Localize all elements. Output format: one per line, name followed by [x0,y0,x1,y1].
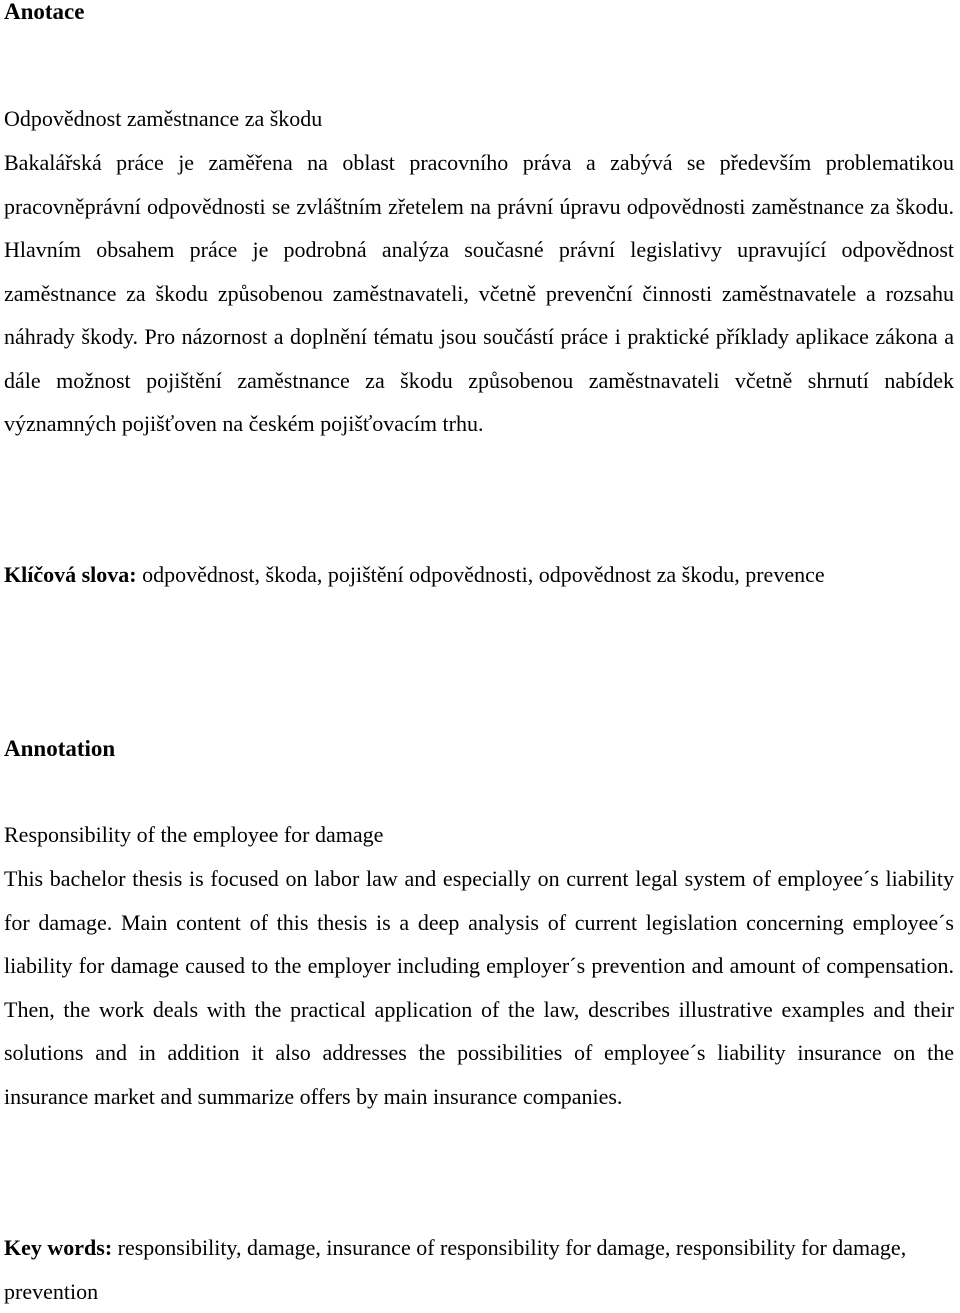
czech-annotation-heading: Anotace [4,0,85,24]
czech-keywords-label: Klíčová slova: [4,562,137,587]
english-annotation-heading: Annotation [4,736,116,761]
english-keywords-text: responsibility, damage, insurance of responsibility for damage, responsibility for damage, prevention [4,1235,907,1304]
english-keywords-line [4,1226,954,1313]
english-keywords-label: Key words: [4,1235,113,1260]
czech-abstract-paragraph: Bakalářská práce je zaměřena na oblast pracovního práva a zabývá se především problematikou pracovněprávní odpovědnosti se zvláštním zřetelem na právní úpravu odpovědnosti zaměstnance za škodu. Hlavním obsahem práce je podrobná analýza současné právní legislativy upravující odpovědnost zaměstnance za škodu způsobenou zaměstnavateli, včetně prevenční činnosti zaměstnavatele a rozsahu náhrady škody. Pro názornost a doplnění tématu jsou součástí práce i praktické příklady aplikace zákona a dále možnost pojištění zaměstnance za škodu způsobenou zaměstnavateli včetně shrnutí nabídek významných pojišťoven na českém pojišťovacím trhu. [4,150,954,436]
czech-keywords-line [4,553,825,597]
czech-keywords-text: odpovědnost, škoda, pojištění odpovědnosti, odpovědnost za škodu, prevence [136,562,825,587]
czech-thesis-title: Odpovědnost zaměstnance za škodu [4,106,323,131]
english-abstract-paragraph: This bachelor thesis is focused on labor law and especially on current legal system of employee´s liability for damage. Main content of this thesis is a deep analysis of current legislation concerning employee´s liability for damage caused to the employer including employer´s prevention and amount of compensation. Then, the work deals with the practical application of the law, describes illustrative examples and their solutions and in addition it also addresses the possibilities of employee´s liability insurance on the insurance market and summarize offers by main insurance companies. [4,866,954,1109]
english-thesis-title: Responsibility of the employee for damage [4,822,384,847]
